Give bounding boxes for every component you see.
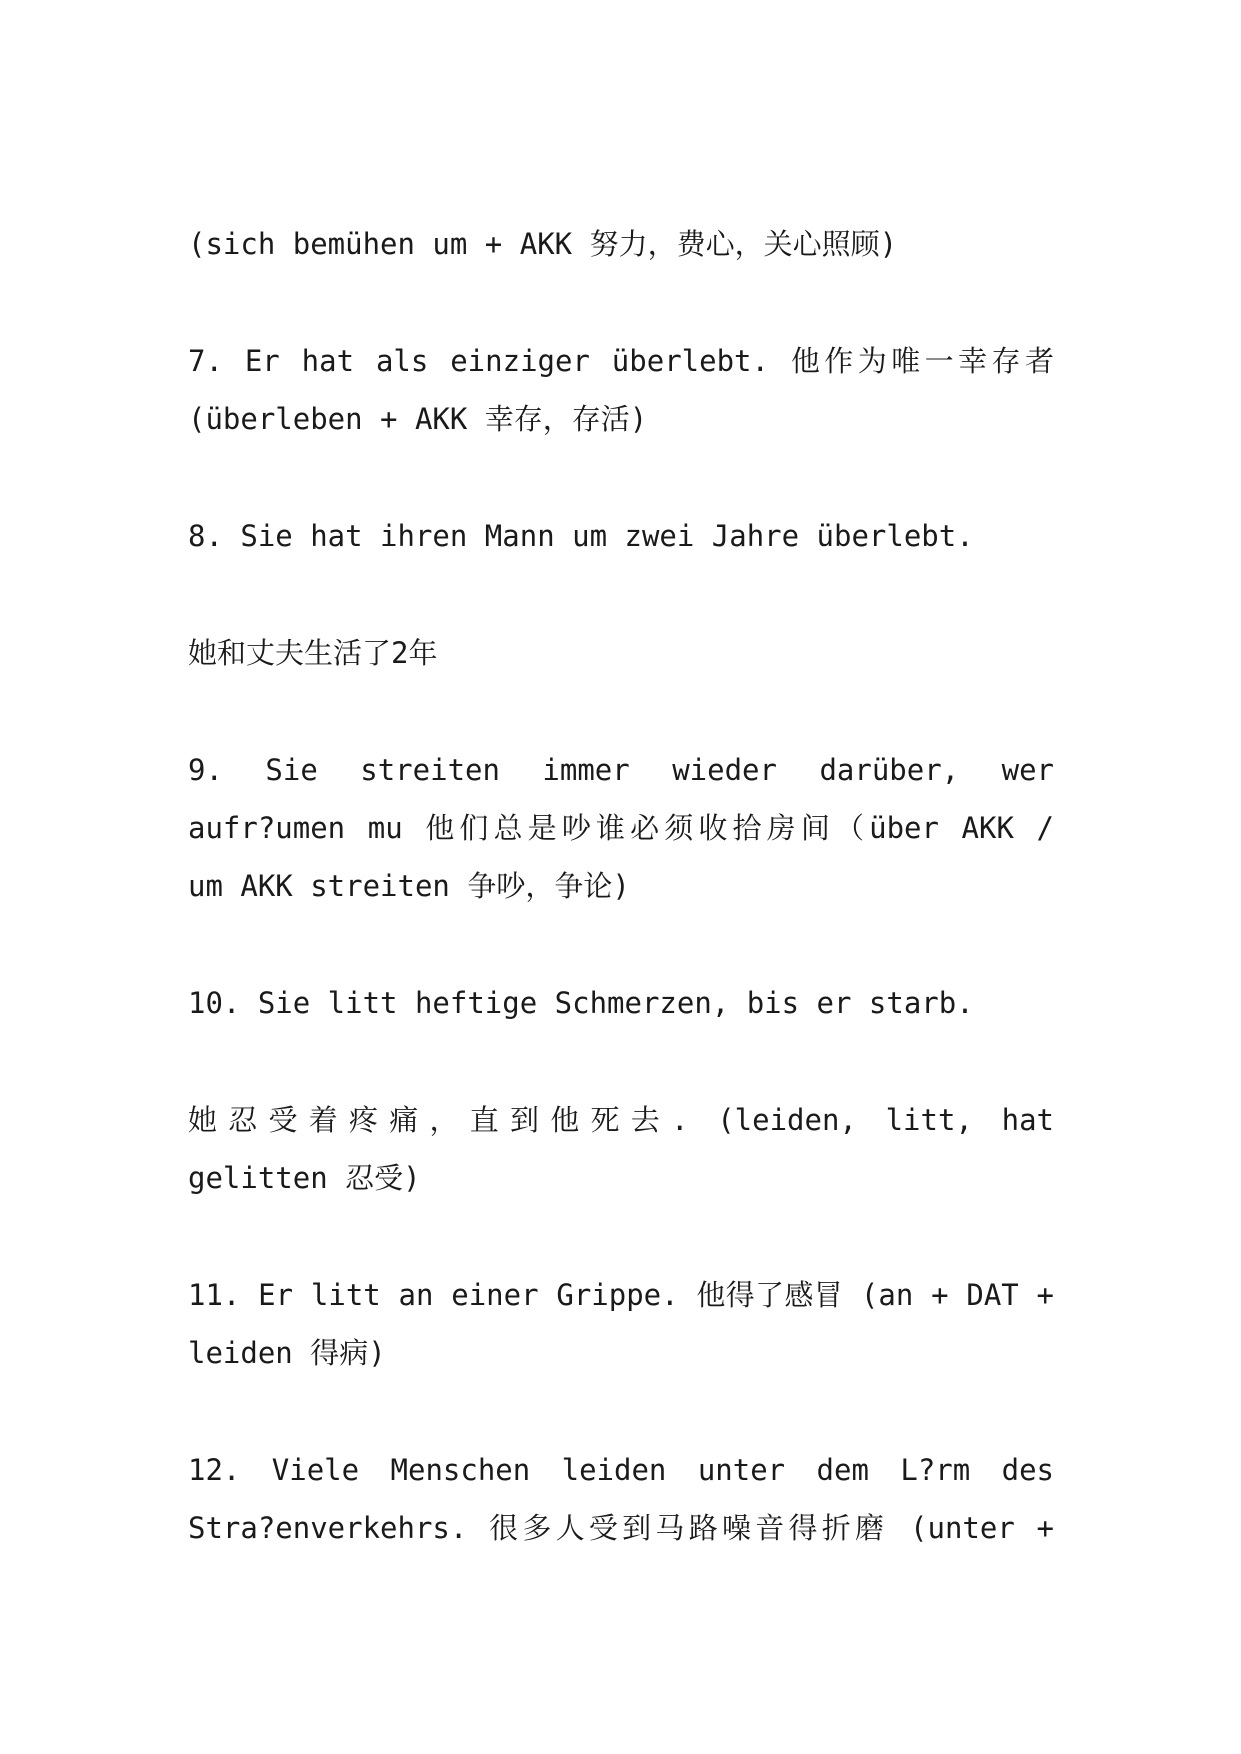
text-line-9: 10. Sie litt heftige Schmerzen, bis er starb. (188, 986, 974, 1020)
text-line-15: Stra?enverkehrs. 很多人受到马路噪音得折磨 (unter + (188, 1511, 1054, 1545)
text-line-8: um AKK streiten 争吵，争论) (188, 869, 630, 903)
text-line-10: 她忍受着疼痛，直到他死去. (leiden, litt, hat (188, 1103, 1054, 1137)
text-line-11: gelitten 忍受) (188, 1161, 421, 1195)
text-line-7: aufr?umen mu 他们总是吵谁必须收拾房间（über AKK / (188, 811, 1054, 845)
text-line-6: 9. Sie streiten immer wieder darüber, wer (188, 753, 1054, 787)
text-line-2: 7. Er hat als einziger überlebt. 他作为唯一幸存者 (188, 344, 1054, 378)
text-line-1: (sich bemühen um + AKK 努力，费心，关心照顾) (188, 227, 898, 261)
text-line-3: (überleben + AKK 幸存，存活) (188, 402, 648, 436)
text-line-4: 8. Sie hat ihren Mann um zwei Jahre überlebt. (188, 519, 974, 553)
text-line-14: 12. Viele Menschen leiden unter dem L?rm des (188, 1453, 1054, 1487)
text-line-13: leiden 得病) (188, 1336, 386, 1370)
text-line-12: 11. Er litt an einer Grippe. 他得了感冒 (an + DAT + (188, 1278, 1054, 1312)
text-line-5: 她和丈夫生活了2年 (188, 636, 438, 670)
